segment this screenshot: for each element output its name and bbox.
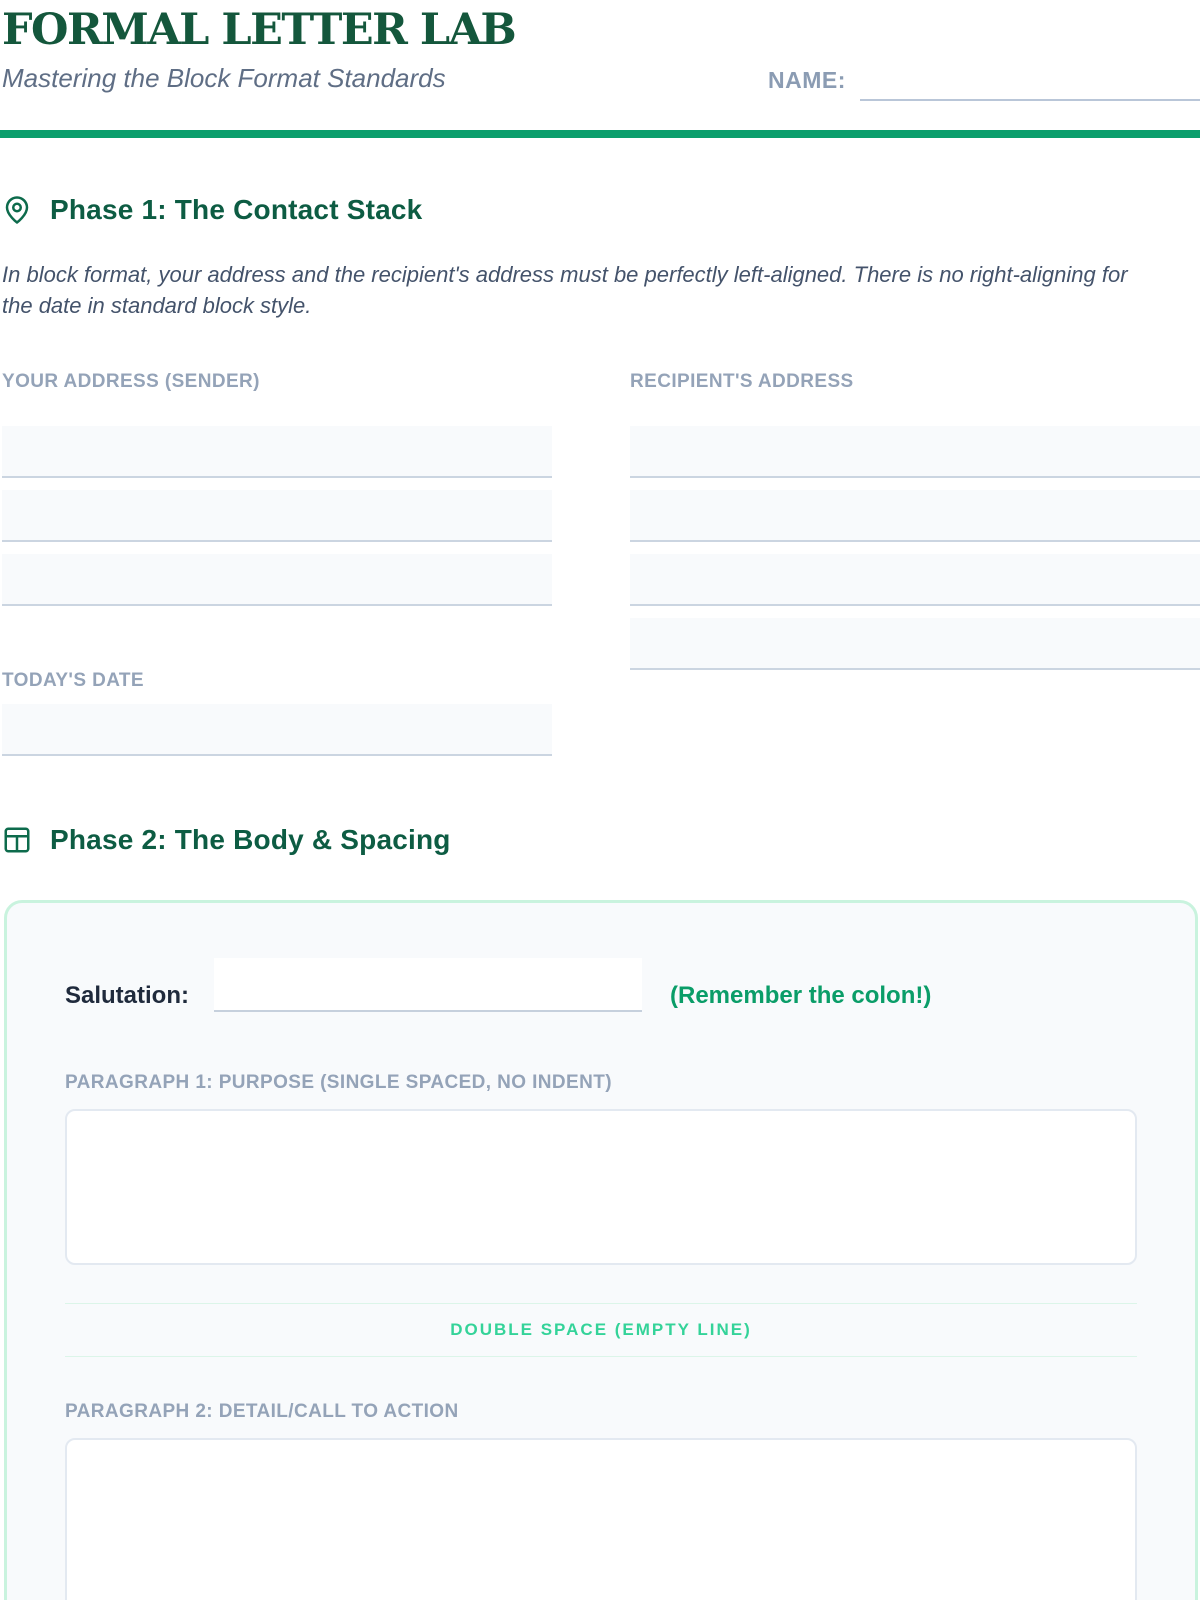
phase1-description: In block format, your address and the recipient's address must be perfectly left-aligned. There is no right-aligning for the date in standard block style. bbox=[2, 262, 1128, 318]
recipient-address-line-4[interactable] bbox=[630, 618, 1200, 670]
address-grid bbox=[2, 371, 1200, 768]
paragraph1-label: PARAGRAPH 1: PURPOSE (SINGLE SPACED, NO INDENT) bbox=[65, 1071, 612, 1093]
double-space-divider bbox=[65, 1303, 1137, 1357]
recipient-address-line-3[interactable] bbox=[630, 554, 1200, 606]
sender-column bbox=[2, 371, 552, 768]
sender-address-line-2[interactable] bbox=[2, 490, 552, 542]
phase2-title: Phase 2: The Body & Spacing bbox=[50, 823, 451, 855]
name-input[interactable] bbox=[860, 71, 1200, 101]
salutation-input[interactable] bbox=[214, 958, 642, 1012]
salutation-note: (Remember the colon!) bbox=[670, 981, 932, 1009]
recipient-column bbox=[630, 371, 1200, 682]
salutation-row bbox=[65, 958, 1137, 1012]
page-subtitle: Mastering the Block Format Standards bbox=[2, 63, 446, 94]
body-spacing-card bbox=[4, 900, 1198, 1600]
name-block bbox=[768, 67, 1200, 94]
accent-divider-bar bbox=[0, 130, 1200, 138]
recipient-address-line-1[interactable] bbox=[630, 426, 1200, 478]
phase2-heading bbox=[2, 824, 1200, 856]
sender-address-line-1[interactable] bbox=[2, 426, 552, 478]
phase1-section bbox=[0, 194, 1200, 768]
date-label: TODAY'S DATE bbox=[2, 669, 144, 691]
phase2-section bbox=[0, 824, 1200, 1600]
page-title: FORMAL LETTER LAB bbox=[2, 5, 516, 55]
layout-panel-icon bbox=[2, 825, 32, 855]
salutation-label: Salutation: bbox=[65, 981, 189, 1009]
double-space-label: DOUBLE SPACE (EMPTY LINE) bbox=[450, 1319, 752, 1339]
paragraph2-label: PARAGRAPH 2: DETAIL/CALL TO ACTION bbox=[65, 1400, 459, 1422]
date-line[interactable] bbox=[2, 704, 552, 756]
paragraph2-textarea[interactable] bbox=[65, 1438, 1137, 1600]
sender-address-line-3[interactable] bbox=[2, 554, 552, 606]
sender-address-label: YOUR ADDRESS (SENDER) bbox=[2, 370, 260, 392]
map-pin-icon bbox=[2, 195, 32, 225]
header bbox=[0, 5, 1200, 94]
name-label: NAME: bbox=[768, 67, 846, 94]
recipient-address-label: RECIPIENT'S ADDRESS bbox=[630, 370, 854, 392]
paragraph1-textarea[interactable] bbox=[65, 1109, 1137, 1265]
phase1-heading bbox=[2, 194, 1200, 226]
header-row bbox=[2, 63, 1200, 94]
recipient-address-line-2[interactable] bbox=[630, 490, 1200, 542]
phase1-title: Phase 1: The Contact Stack bbox=[50, 194, 423, 226]
